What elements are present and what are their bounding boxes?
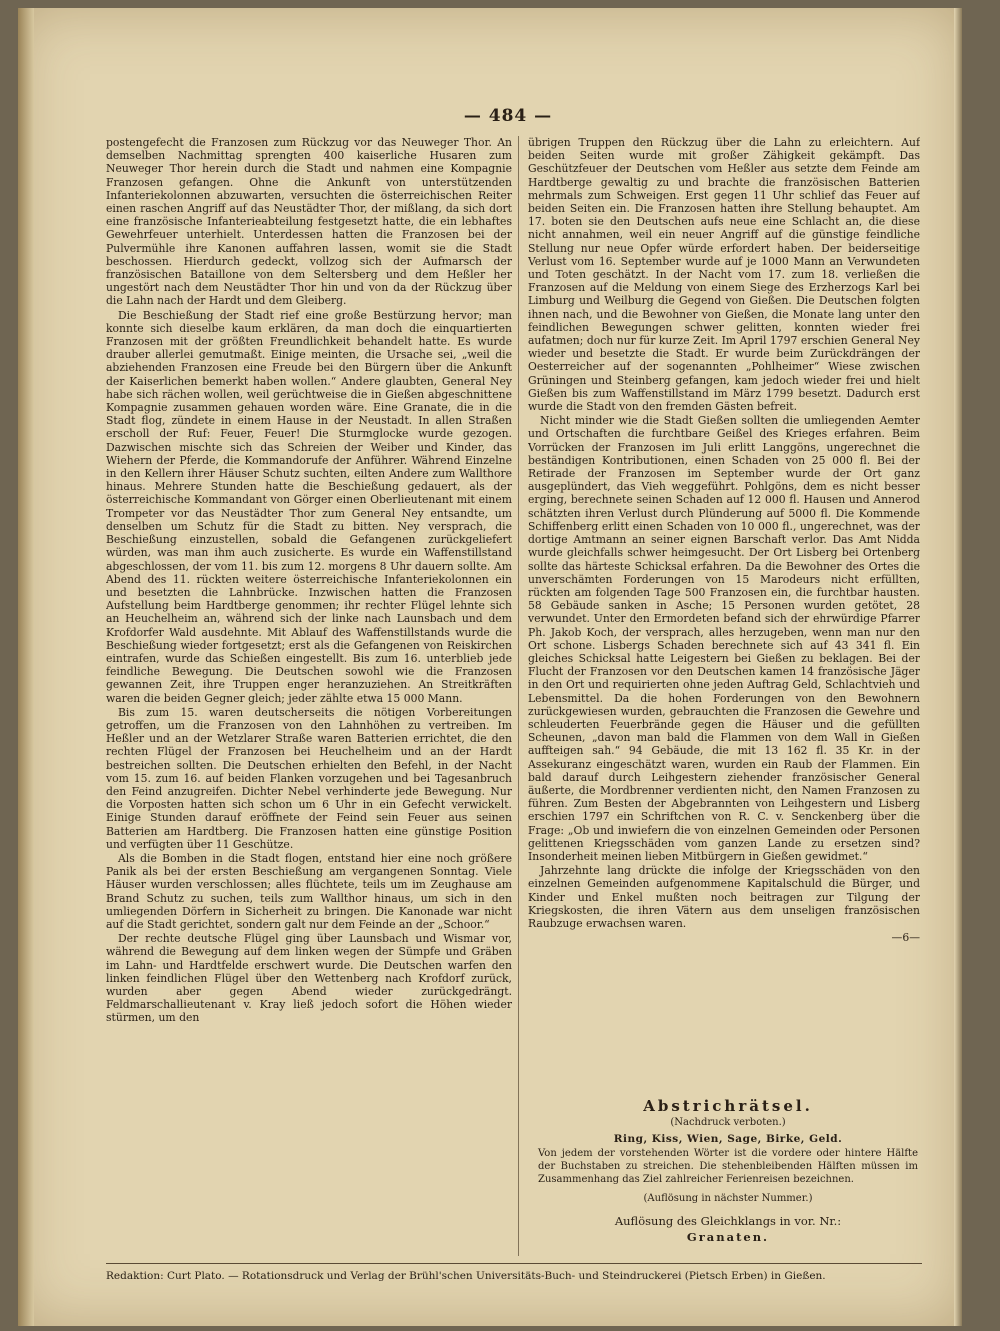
page-edge-shadow <box>954 8 962 1326</box>
page-number: — 484 — <box>463 106 553 126</box>
author-signature: —6— <box>891 931 920 945</box>
right-column <box>528 136 920 1096</box>
right-paragraph-2: Nicht minder wie die Stadt Gießen sollten die umliegenden Aemter und Ortschaften die furchtbare Geißel des Krieges erfahren. Beim Vorrücken der Franzosen im Juli erlitt Langgöns, ungerechnet die beständigen Kontributionen, einen Schaden von 25 000 fl. Bei der Retirade der Franzosen im September wurde der Ort ganz ausgeplündert, das Vieh weggeführt. Pohlgöns, dem es nicht besser erging, berechnete seinen Schaden auf 12 000 fl. Hausen und Annerod schätzten ihren Verlust durch Plünderung auf 5000 fl. Die Kommende Schiffenberg erlitt einen Schaden von 10 000 fl., ungerechnet, was der dortige Amtmann an seiner eignen Barschaft verlor. Das Amt Nidda wurde gleichfalls schwer heimgesucht. Der Ort Lisberg bei Ortenberg sollte das härteste Schicksal erfahren. Da die Bewohner des Ortes die unverschämten Forderungen von 15 Marodeurs nicht erfüllten, rückten am folgenden Tage 500 Franzosen ein, die furchtbar hausten. 58 Gebäude sanken in Asche; 15 Personen wurden getötet, 28 verwundet. Unter den Ermordeten befand sich der ehrwürdige Pfarrer Ph. Jakob Koch, der versprach, alles herzugeben, wenn man nur den Ort schone. Lisbergs Schaden berechnete sich auf 43 341 fl. Ein gleiches Schicksal hatte Leigestern bei Gießen zu beklagen. Bei der Flucht der Franzosen vor den Deutschen kamen 14 französische Jäger in den Ort und requirierten ohne jeden Auftrag Geld, Schlachtvieh und Lebensmittel. Da die hohen Forderungen von den Bewohnern zurückgewiesen wurden, gebrauchten die Franzosen die Gewehre und schleuderten Feuerbrände gegen die Häuser und die gefüllten Scheunen, „davon man bald die Flammen von dem Wall in Gießen auffteigen sah.“ 94 Gebäude, die mit 13 162 fl. 35 Kr. in der Assekuranz eingeschätzt waren, wurden ein Raub der Flammen. Ein bald darauf durch Leihgestern ziehender französischer General äußerte, die Mordbrenner verdienten nicht, den Namen Franzosen zu führen. Zum Besten der Abgebrannten von Leihgestern und Lisberg erschien 1797 ein Schriftchen von R. C. v. Senckenberg über die Frage: „Ob und inwiefern die von einzelnen Gemeinden oder Personen gelittenen Kriegsschäden vom ganzen Lande zu ersetzen sind? Insonderheit meinen lieben Mitbürgern in Gießen gewidmet.“ <box>528 414 920 863</box>
riddle-box <box>538 1097 918 1244</box>
imprint-footer: Redaktion: Curt Plato. — Rotationsdruck und Verlag der Brühl'schen Universitäts-Buch- und Steindruckerei (Pietsch Erben) in Gießen. <box>106 1270 826 1282</box>
left-paragraph-2: Die Beschießung der Stadt rief eine große Bestürzung hervor; man konnte sich dieselbe kaum erklären, da man doch die einquartierten Franzosen mit der größten Freundlichkeit behandelt hatte. Es wurde drauber allerlei gemutmaßt. Einige meinten, die Ursache sei, „weil die abziehenden Franzosen eine Freude bei den Bürgern über die Ankunft der Kaiserlichen bemerkt haben wollen.“ Andere glaubten, General Ney habe sich rächen wollen, weil gerüchtweise die in Gießen abgeschnittene Kompagnie zusammen gehauen worden wäre. Eine Granate, die in die Stadt flog, zündete in einem Hause in der Neustadt. In allen Straßen erscholl der Ruf: Feuer, Feuer! Die Sturmglocke wurde gezogen. Dazwischen mischte sich das Schreien der Weiber und Kinder, das Wiehern der Pferde, die Kommandorufe der Anführer. Während Einzelne in den Kellern ihrer Häuser Schutz suchten, eilten Andere zum Wallthore hinaus. Mehrere Stunden hatte die Beschießung gedauert, als der österreichische Kommandant von Görger einen Oberlieutenant mit einem Trompeter vor das Neustädter Thor zum General Ney entsandte, um denselben um Schutz für die Stadt zu bitten. Ney versprach, die Beschießung einzustellen, sobald die Gefangenen zurückgeliefert würden, was man ihm auch zusicherte. Es wurde ein Waffenstillstand abgeschlossen, der vom 11. bis zum 12. morgens 8 Uhr dauern sollte. Am Abend des 11. rückten weitere österreichische Infanteriekolonnen ein und besetzten die Lahnbrücke. Inzwischen hatten die Franzosen Aufstellung beim Hardtberge genommen; ihr rechter Flügel lehnte sich an Heuchelheim an, während sich der linke nach Launsbach und dem Krofdorfer Wald ausdehnte. Mit Ablauf des Waffenstillstands wurde die Beschießung wieder fortgesetzt; erst als die Gefangenen von Reiskirchen eintrafen, wurde das Schießen eingestellt. Bis zum 16. unterblieb jede feindliche Bewegung. Die Deutschen sowohl wie die Franzosen gewannen Zeit, ihre Truppen enger heranzuziehen. An Streitkräften waren die beiden Gegner gleich; jeder zählte etwa 15 000 Mann. <box>106 308 512 705</box>
newspaper-page <box>18 8 962 1326</box>
riddle-copyright-note: (Nachdruck verboten.) <box>670 1117 786 1128</box>
riddle-words: Ring, Kiss, Wien, Sage, Birke, Geld. <box>613 1133 843 1145</box>
column-divider <box>518 136 519 1256</box>
riddle-solution-note: (Auflösung in nächster Nummer.) <box>643 1193 813 1204</box>
left-paragraph-4: Als die Bomben in die Stadt flogen, entstand hier eine noch größere Panik als bei der ersten Beschießung am vergangenen Sonntag. Viele Häuser wurden verschlossen; alles flüchtete, teils um im Zeughause am Brand Schutz zu suchen, teils zum Wallthor hinaus, um sich in den umliegenden Dörfern in Sicherheit zu bringen. Die Kanonade war nicht auf die Stadt gerichtet, sondern galt nur dem Feinde an der „Schoor.“ <box>106 851 512 931</box>
page-spine-shadow <box>18 8 34 1326</box>
previous-answer-intro: Auflösung des Gleichklangs in vor. Nr.: <box>614 1214 842 1228</box>
previous-answer: Granaten. <box>686 1230 770 1244</box>
right-paragraph-1: übrigen Truppen den Rückzug über die Lahn zu erleichtern. Auf beiden Seiten wurde mit großer Zähigkeit gekämpft. Das Geschützfeuer der Deutschen vom Heßler aus setzte dem Feinde am Hardtberge gewaltig zu und brachte die französischen Batterien mehrmals zum Schweigen. Erst gegen 11 Uhr schlief das Feuer auf beiden Seiten ein. Die Franzosen hatten ihre Stellung behauptet. Am 17. boten sie den Deutschen aufs neue eine Schlacht an, die diese nicht annahmen, weil ein neuer Angriff auf die günstige feindliche Stellung nur neue Opfer würde erfordert haben. Der beiderseitige Verlust vom 16. September wurde auf je 1000 Mann an Verwundeten und Toten geschätzt. In der Nacht vom 17. zum 18. verließen die Franzosen auf die Meldung von einem Siege des Erzherzogs Karl bei Limburg und Weilburg die Gegend von Gießen. Die Deutschen folgten ihnen nach, und die Bewohner von Gießen, die Monate lang unter den feindlichen Bewegungen schwer gelitten, konnten wieder frei aufatmen; doch nur für kurze Zeit. Im April 1797 erschien General Ney wieder und besetzte die Stadt. Er wurde beim Zurückdrängen der Oesterreicher auf der sogenannten „Pohlheimer“ Wiese zwischen Grüningen und Steinberg gefangen, kam jedoch wieder frei und hielt Gießen bis zum Waffenstillstand im März 1799 besetzt. Dadurch erst wurde die Stadt von den fremden Gästen befreit. <box>528 136 920 414</box>
riddle-instructions: Von jedem der vorstehenden Wörter ist die vordere oder hintere Hälfte der Buchstaben zu streichen. Die stehenbleibenden Hälften müssen im Zusammenhang das Ziel zahlreicher Ferienreisen bezeichnen. <box>538 1148 918 1185</box>
right-paragraph-3: Jahrzehnte lang drückte die infolge der Kriegsschäden von den einzelnen Gemeinden aufgenommene Kapitalschuld die Bürger, und Kinder und Enkel mußten noch beitragen zur Tilgung der Kriegskosten, die ihren Vätern aus dem unseligen französischen Raubzuge erwachsen waren. <box>528 864 920 930</box>
left-paragraph-1: postengefecht die Franzosen zum Rückzug vor das Neuweger Thor. An demselben Nachmittag sprengten 400 kaiserliche Husaren zum Neuweger Thor herein durch die Stadt und nahmen eine Kompagnie Franzosen gefangen. Ohne die Ankunft von unterstützenden Infanteriekolonnen abzuwarten, versuchten die österreichischen Reiter einen raschen Angriff auf das Neustädter Thor, der mißlang, da sich dort eine französische Infanterieabteilung festgesetzt hatte, die ein lebhaftes Gewehrfeuer unterhielt. Unterdessen hatten die Franzosen bei der Pulvermühle ihre Kanonen auffahren lassen, womit sie die Stadt beschossen. Hierdurch gedeckt, vollzog sich der Aufmarsch der französischen Bataillone von dem Seltersberg und dem Heßler her ungestört nach dem Neustädter Thor hin und von da der Rückzug über die Lahn nach der Hardt und dem Gleiberg. <box>106 136 512 308</box>
footer-rule <box>106 1263 922 1264</box>
left-column <box>106 136 512 1261</box>
left-paragraph-5: Der rechte deutsche Flügel ging über Launsbach und Wismar vor, während die Bewegung auf dem linken wegen der Sümpfe und Gräben im Lahn- und Hardtfelde erschwert wurde. Die Deutschen warfen den linken feindlichen Flügel über den Wettenberg nach Krofdorf zurück, wurden aber gegen Abend wieder zurückgedrängt. Feldmarschallieutenant v. Kray ließ jedoch sofort die Höhen wieder stürmen, um den <box>106 932 512 1025</box>
left-paragraph-3: Bis zum 15. waren deutscherseits die nötigen Vorbereitungen getroffen, um die Franzosen von den Lahnhöhen zu vertreiben. Im Heßler und an der Wetzlarer Straße waren Batterien errichtet, die den rechten Flügel der Franzosen bei Heuchelheim und an der Hardt bestreichen sollten. Die Deutschen erhielten den Befehl, in der Nacht vom 15. zum 16. auf beiden Flanken vorzugehen und bei Tagesanbruch den Feind anzugreifen. Dichter Nebel verhinderte jede Bewegung. Nur die Vorposten hatten sich schon um 6 Uhr in ein Gefecht verwickelt. Einige Stunden darauf eröffnete der Feind sein Feuer aus seinen Batterien am Hardtberg. Die Franzosen hatten eine günstige Position und verfügten über 11 Geschütze. <box>106 705 512 851</box>
riddle-title: Abstrichrätsel. <box>643 1097 813 1115</box>
